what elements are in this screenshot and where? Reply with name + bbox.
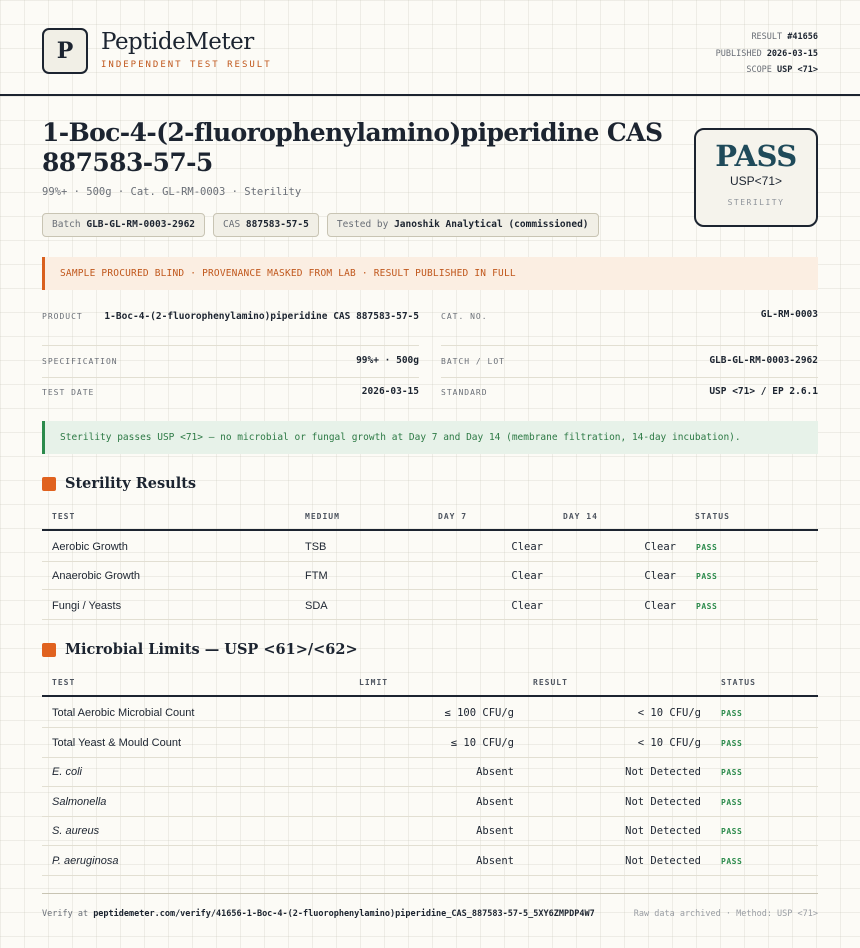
limit-value: Absent (476, 825, 514, 837)
sterility-section-title (42, 475, 196, 492)
test-name: S. aureus (52, 825, 100, 837)
scope-label: SCOPE (746, 65, 772, 75)
brand-name: PeptideMeter (101, 29, 254, 55)
section-marker-icon (42, 643, 56, 657)
info-label: CAT. NO. (441, 312, 488, 321)
column-header: MEDIUM (305, 512, 340, 521)
chip-label: CAS (223, 219, 241, 230)
published-label: PUBLISHED (715, 48, 762, 59)
day14-result: Clear (644, 541, 676, 553)
info-value: 2026-03-15 (361, 386, 419, 397)
status-badge: PASS (721, 856, 743, 866)
chip-label: Batch (52, 219, 81, 230)
result-label: RESULT (751, 32, 783, 42)
verify-link[interactable]: peptidemeter.com/verify/41656-1-Boc-4-(2-fluorophenylamino)piperidine_CAS_887583-57-5_5XY6ZMPDP4W7 (93, 909, 595, 919)
brand-tagline: INDEPENDENT TEST RESULT (101, 60, 272, 70)
table-row (42, 728, 818, 758)
status-badge: PASS (696, 601, 718, 611)
result-id: #41656 (787, 32, 818, 42)
cas-chip (213, 213, 319, 237)
info-value: USP <71> / EP 2.6.1 (709, 386, 818, 397)
day7-result: Clear (511, 599, 543, 612)
table-row (42, 757, 818, 787)
info-product (42, 309, 419, 346)
result-value: < 10 CFU/g (637, 707, 701, 719)
info-value: GLB-GL-RM-0003-2962 (709, 355, 818, 366)
section-heading: Microbial Limits — USP <61>/<62> (65, 641, 358, 658)
day14-result: Clear (644, 599, 676, 612)
archive-note: Raw data archived · Method: USP <71> (633, 909, 818, 919)
table-row (42, 561, 818, 590)
limit-value: Absent (476, 854, 514, 867)
status-badge: PASS (721, 827, 743, 836)
test-name: P. aeruginosa (52, 854, 119, 867)
table-row (42, 591, 818, 620)
batch-chip (42, 213, 205, 237)
info-label: SPECIFICATION (42, 357, 118, 366)
test-name: Total Yeast & Mould Count (52, 736, 182, 749)
info-value: 99%+ · 500g (356, 355, 419, 366)
result-value: Not Detected (625, 825, 701, 837)
result-meta (716, 29, 818, 79)
info-label: BATCH / LOT (441, 357, 505, 366)
table-row (42, 787, 818, 817)
footer-divider (42, 893, 818, 894)
result-value: < 10 CFU/g (637, 736, 701, 749)
column-header: DAY 7 (438, 512, 468, 521)
info-specification (42, 355, 419, 378)
report-header (0, 0, 860, 96)
column-header: STATUS (721, 678, 756, 687)
tested-by-chip (327, 213, 599, 237)
column-header: STATUS (695, 512, 730, 521)
info-value: 1-Boc-4-(2-fluorophenylamino)piperidine CAS 887583-57-5 (104, 311, 419, 322)
column-header: TEST (52, 512, 76, 521)
day7-result: Clear (511, 541, 543, 553)
test-name: Anaerobic Growth (52, 570, 141, 583)
status-badge: PASS (721, 738, 743, 748)
column-header: LIMIT (359, 678, 389, 687)
info-batch (441, 355, 818, 378)
section-marker-icon (42, 477, 56, 491)
info-cat-no (441, 309, 818, 346)
info-label: STANDARD (441, 388, 488, 397)
test-name: Aerobic Growth (52, 541, 128, 553)
product-subline: 99%+ · 500g · Cat. GL-RM-0003 · Sterility (42, 186, 302, 198)
verdict-badge (694, 128, 818, 227)
scope-value: USP <71> (777, 65, 818, 75)
chip-row (42, 213, 599, 237)
result-value: Not Detected (625, 854, 701, 867)
test-name: Salmonella (52, 795, 107, 808)
limit-value: ≤ 10 CFU/g (450, 736, 514, 749)
info-standard (441, 386, 818, 408)
table-row (42, 532, 818, 562)
chip-value: 887583-57-5 (245, 219, 309, 230)
sterility-table-header (42, 509, 818, 531)
result-value: Not Detected (625, 766, 701, 778)
table-row (42, 846, 818, 876)
verdict-standard: USP<71> (729, 174, 783, 188)
table-row (42, 816, 818, 846)
info-label: TEST DATE (42, 388, 95, 397)
info-test-date (42, 386, 419, 408)
medium: TSB (305, 541, 327, 553)
column-header: DAY 14 (563, 512, 598, 521)
verdict-kind: STERILITY (727, 198, 785, 207)
medium: FTM (305, 570, 328, 583)
verify-line (42, 909, 595, 919)
section-heading: Sterility Results (65, 475, 197, 492)
procurement-banner: SAMPLE PROCURED BLIND · PROVENANCE MASKED FROM LAB · RESULT PUBLISHED IN FULL (42, 257, 818, 290)
limit-value: Absent (476, 766, 514, 778)
info-label: PRODUCT (42, 312, 83, 321)
status-badge: PASS (696, 543, 718, 552)
limit-value: ≤ 100 CFU/g (444, 707, 514, 719)
limit-value: Absent (476, 795, 514, 808)
chip-value: Janoshik Analytical (commissioned) (394, 219, 589, 230)
chip-label: Tested by (336, 219, 389, 230)
day7-result: Clear (511, 570, 543, 583)
day14-result: Clear (644, 570, 676, 583)
table-row (42, 698, 818, 728)
logo-letter: P (56, 38, 74, 64)
column-header: TEST (52, 678, 76, 687)
microbial-table-header (42, 675, 818, 697)
chip-value: GLB-GL-RM-0003-2962 (86, 219, 196, 230)
test-name: Total Aerobic Microbial Count (52, 707, 195, 719)
status-badge: PASS (721, 709, 743, 718)
info-value: GL-RM-0003 (760, 309, 818, 320)
microbial-section-title (42, 641, 358, 658)
product-title: 1-Boc-4-(2-fluorophenylamino)piperidine CAS 887583-57-5 (42, 118, 663, 177)
result-value: Not Detected (625, 795, 701, 808)
test-name: E. coli (52, 766, 82, 778)
status-badge: PASS (721, 797, 743, 807)
test-name: Fungi / Yeasts (52, 599, 122, 612)
verdict-word: PASS (715, 139, 797, 173)
status-badge: PASS (696, 572, 718, 582)
status-badge: PASS (721, 768, 743, 777)
verify-prefix: Verify at (42, 909, 89, 919)
column-header: RESULT (533, 678, 568, 687)
medium: SDA (305, 599, 328, 612)
result-note: Sterility passes USP <71> — no microbial or fungal growth at Day 7 and Day 14 (membrane filtration, 14-day incubation). (42, 421, 818, 454)
logo (42, 28, 88, 74)
published-date: 2026-03-15 (766, 48, 818, 59)
